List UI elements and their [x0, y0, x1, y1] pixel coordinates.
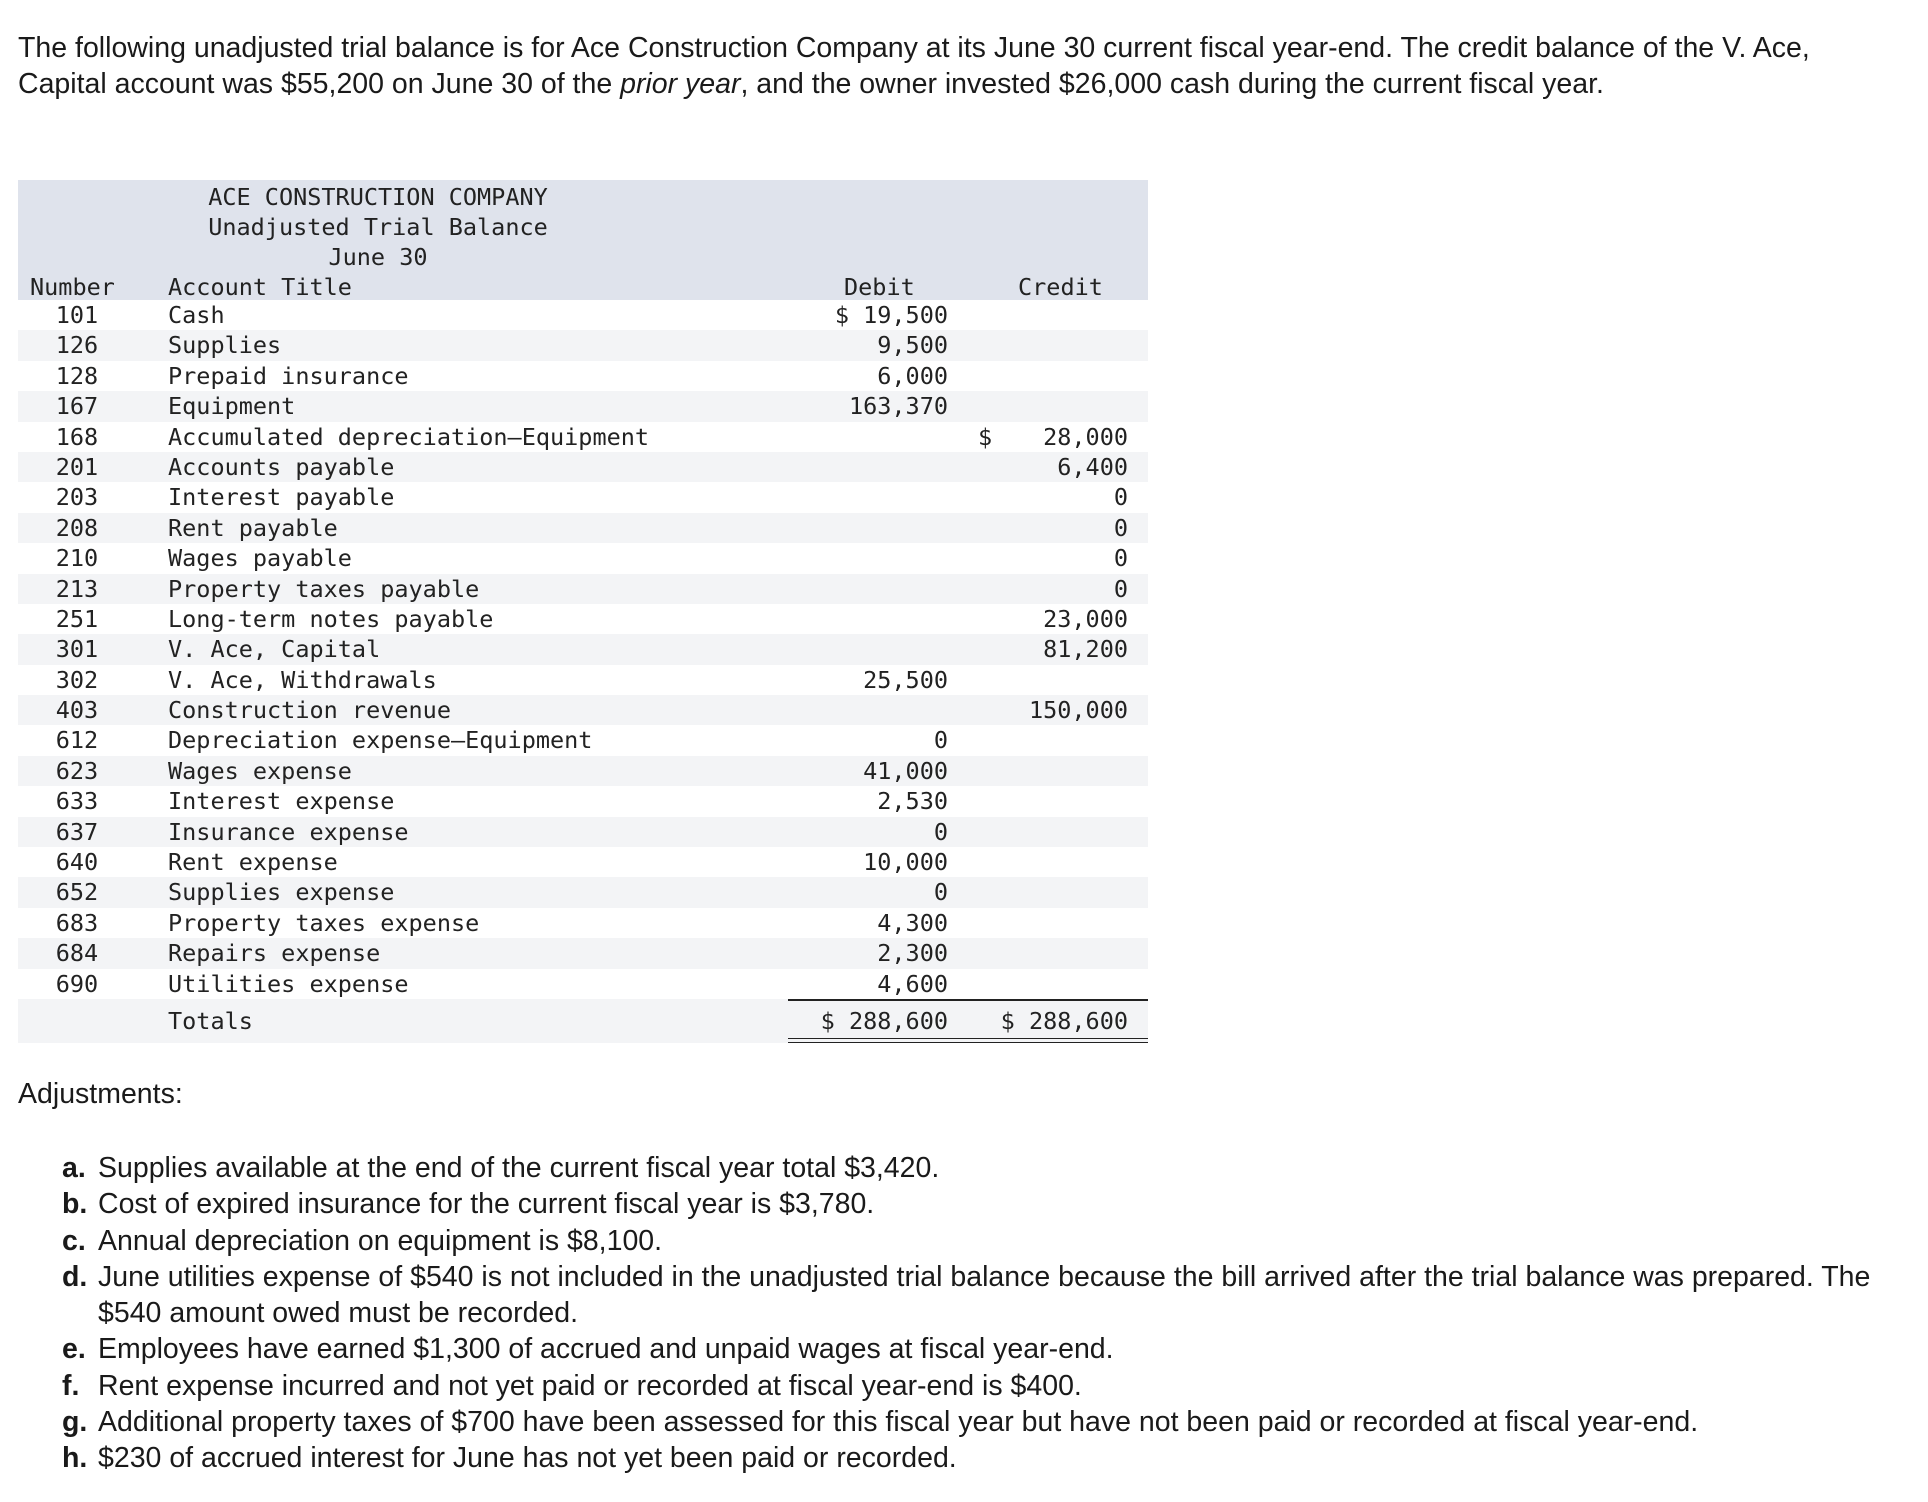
account-title: V. Ace, Capital: [168, 635, 381, 664]
adjustment-text: Additional property taxes of $700 have been assessed for this fiscal year but have not been paid or recorded at fiscal year-end.: [98, 1406, 1699, 1439]
account-title: Rent expense: [168, 848, 338, 877]
trial-balance-header: [18, 180, 1148, 300]
account-number: 213: [55, 574, 99, 603]
credit-amount: 0: [1113, 574, 1128, 603]
column-header-number: Number: [30, 273, 115, 301]
account-number: 684: [55, 939, 99, 968]
credit-amount: 0: [1113, 513, 1128, 542]
account-number: 612: [55, 726, 99, 755]
debit-amount: 2,530: [877, 787, 948, 816]
totals-debit: $ 288,600: [820, 1006, 948, 1035]
account-title: Long-term notes payable: [168, 604, 494, 633]
table-row: [18, 877, 1148, 907]
table-row: [18, 938, 1148, 968]
debit-amount: 6,000: [877, 361, 948, 390]
adjustment-letter: h.: [62, 1442, 88, 1475]
table-row: [18, 513, 1148, 543]
statement-date: June 30: [328, 243, 428, 271]
account-number: 210: [55, 544, 99, 573]
company-name: ACE CONSTRUCTION COMPANY: [208, 183, 548, 211]
table-row: [18, 725, 1148, 755]
debit-amount: 0: [933, 726, 948, 755]
debit-amount: 9,500: [877, 331, 948, 360]
adjustment-text: Employees have earned $1,300 of accrued and unpaid wages at fiscal year-end.: [98, 1333, 1114, 1366]
credit-amount: 150,000: [1028, 696, 1128, 725]
table-row: [18, 665, 1148, 695]
adjustment-item: [62, 1331, 1902, 1367]
table-row: [18, 695, 1148, 725]
account-number: 101: [55, 301, 99, 329]
table-row: [18, 847, 1148, 877]
adjustment-letter: f.: [62, 1369, 80, 1402]
adjustment-letter: d.: [62, 1260, 88, 1293]
table-row: [18, 422, 1148, 452]
debit-amount: 41,000: [863, 756, 948, 785]
debit-amount: 4,300: [877, 908, 948, 937]
account-number: 302: [55, 665, 99, 694]
account-title: Property taxes payable: [168, 574, 480, 603]
account-number: 251: [55, 604, 99, 633]
credit-amount: 81,200: [1043, 635, 1128, 664]
adjustments-heading: Adjustments:: [18, 1078, 183, 1110]
adjustment-text: Cost of expired insurance for the current fiscal year is $3,780.: [98, 1188, 875, 1221]
problem-intro: [18, 30, 1898, 102]
intro-italic: prior year: [620, 68, 741, 100]
account-number: 208: [55, 513, 99, 542]
adjustment-text: $230 of accrued interest for June has not yet been paid or recorded.: [98, 1442, 957, 1475]
totals-credit: $ 288,600: [1000, 1006, 1128, 1035]
table-row: [18, 482, 1148, 512]
column-header-account: Account Title: [168, 273, 352, 301]
account-title: Interest expense: [168, 787, 395, 816]
credit-amount: 23,000: [1043, 604, 1128, 633]
account-number: 640: [55, 848, 99, 877]
account-title: Wages expense: [168, 756, 352, 785]
adjustment-text: Annual depreciation on equipment is $8,100.: [98, 1224, 663, 1257]
account-number: 683: [55, 908, 99, 937]
account-title: Interest payable: [168, 483, 395, 512]
account-title: V. Ace, Withdrawals: [168, 665, 437, 694]
account-number: 203: [55, 483, 99, 512]
adjustment-item: [62, 1223, 1902, 1259]
table-row: [18, 391, 1148, 421]
table-row: [18, 786, 1148, 816]
adjustment-item: [62, 1150, 1902, 1186]
account-number: 403: [55, 696, 99, 725]
intro-text-2: , and the owner invested $26,000 cash during the current fiscal year.: [740, 68, 1604, 100]
account-number: 623: [55, 756, 99, 785]
table-row: [18, 604, 1148, 634]
column-header-debit: Debit: [844, 273, 915, 301]
debit-amount: 25,500: [863, 665, 948, 694]
credit-dollar-sign: $: [978, 422, 993, 451]
totals-row: [18, 999, 1148, 1043]
account-title: Property taxes expense: [168, 908, 480, 937]
adjustment-item: [62, 1259, 1902, 1332]
table-row: [18, 756, 1148, 786]
account-title: Repairs expense: [168, 939, 381, 968]
account-title: Cash: [168, 301, 225, 329]
account-number: 301: [55, 635, 99, 664]
table-row: [18, 634, 1148, 664]
adjustment-item: [62, 1368, 1902, 1404]
credit-amount: 6,400: [1057, 452, 1128, 481]
adjustment-text: June utilities expense of $540 is not included in the unadjusted trial balance because the bill arrived after the trial balance was prepared. The $540 amount owed must be recorded.: [98, 1260, 1871, 1330]
account-number: 167: [55, 392, 99, 421]
totals-double-rule: [788, 1038, 1148, 1043]
account-title: Utilities expense: [168, 969, 409, 998]
account-title: Equipment: [168, 392, 296, 421]
account-title: Supplies expense: [168, 878, 395, 907]
table-row: [18, 361, 1148, 391]
intro-text-1: The following unadjusted trial balance is for Ace Construction Company at its June 30 current fiscal year-end. The credit balance of the V. Ace, Capital account was $55,200 on June 30 of the: [18, 32, 1810, 100]
account-number: 201: [55, 452, 99, 481]
account-title: Insurance expense: [168, 817, 409, 846]
table-row: [18, 543, 1148, 573]
adjustments-list: [62, 1150, 1902, 1477]
account-number: 652: [55, 878, 99, 907]
adjustment-letter: e.: [62, 1333, 86, 1366]
account-number: 633: [55, 787, 99, 816]
account-number: 637: [55, 817, 99, 846]
account-title: Prepaid insurance: [168, 361, 409, 390]
table-row: [18, 574, 1148, 604]
table-row: [18, 300, 1148, 330]
adjustment-text: Supplies available at the end of the current fiscal year total $3,420.: [98, 1152, 940, 1184]
account-title: Construction revenue: [168, 696, 451, 725]
credit-amount: 0: [1113, 544, 1128, 573]
adjustment-letter: g.: [62, 1406, 88, 1439]
credit-amount: 28,000: [1043, 422, 1128, 451]
column-header-credit: Credit: [1018, 273, 1103, 301]
adjustment-text: Rent expense incurred and not yet paid or recorded at fiscal year-end is $400.: [98, 1369, 1082, 1402]
account-title: Supplies: [168, 331, 282, 360]
account-title: Accounts payable: [168, 452, 395, 481]
debit-amount: $ 19,500: [834, 301, 948, 329]
table-row: [18, 969, 1148, 999]
adjustment-item: [62, 1186, 1902, 1222]
debit-amount: 4,600: [877, 969, 948, 998]
debit-amount: 163,370: [848, 392, 948, 421]
account-title: Depreciation expense—Equipment: [168, 726, 593, 755]
table-row: [18, 817, 1148, 847]
account-title: Accumulated depreciation—Equipment: [168, 422, 650, 451]
table-row: [18, 330, 1148, 360]
account-number: 126: [55, 331, 99, 360]
statement-title: Unadjusted Trial Balance: [208, 213, 548, 241]
account-number: 128: [55, 361, 99, 390]
trial-balance-table: [18, 180, 1148, 1043]
debit-amount: 10,000: [863, 848, 948, 877]
account-title: Rent payable: [168, 513, 338, 542]
totals-label: Totals: [168, 1006, 253, 1035]
adjustment-letter: c.: [62, 1224, 86, 1257]
adjustment-letter: a.: [62, 1152, 86, 1184]
credit-amount: 0: [1113, 483, 1128, 512]
debit-amount: 2,300: [877, 939, 948, 968]
adjustment-letter: b.: [62, 1188, 88, 1221]
account-number: 690: [55, 969, 99, 998]
account-number: 168: [55, 422, 99, 451]
debit-amount: 0: [933, 878, 948, 907]
debit-amount: 0: [933, 817, 948, 846]
table-row: [18, 452, 1148, 482]
account-title: Wages payable: [168, 544, 352, 573]
trial-balance-rows: [18, 300, 1148, 999]
adjustment-item: [62, 1404, 1902, 1440]
table-row: [18, 908, 1148, 938]
adjustment-item: [62, 1440, 1902, 1476]
